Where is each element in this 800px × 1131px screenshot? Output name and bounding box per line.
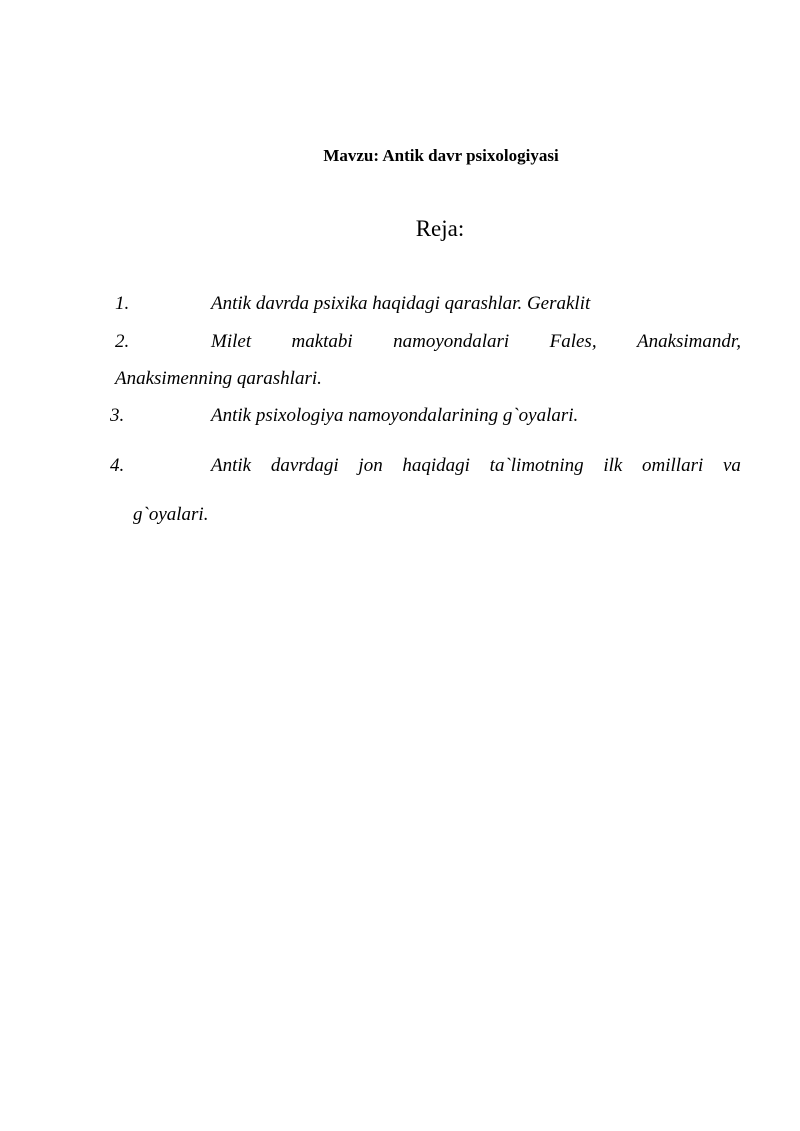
- item-2-word: Anaksimandr,: [636, 331, 741, 352]
- item-1-text: Antik davrda psixika haqidagi qarashlar. Geraklit: [211, 293, 591, 314]
- item-2-line2: Anaksimenning qarashlari.: [115, 368, 322, 389]
- item-4-line2: g`oyalari.: [133, 504, 209, 525]
- item-4-word: va: [722, 455, 741, 476]
- item-2-line1: [211, 331, 741, 353]
- document-title: Mavzu: Antik davr psixologiyasi: [323, 146, 559, 165]
- item-4-word: ilk: [603, 455, 623, 476]
- item-4-word: Antik: [211, 455, 252, 476]
- item-2-word: maktabi: [291, 331, 353, 352]
- item-4-word: haqidagi: [402, 455, 470, 476]
- item-4-word: omillari: [642, 455, 704, 476]
- item-4-word: jon: [358, 455, 383, 476]
- item-3-text: Antik psixologiya namoyondalarining g`oyalari.: [211, 405, 579, 426]
- item-3-number: 3.: [110, 405, 125, 426]
- item-4-line1: [211, 455, 741, 477]
- item-4-number: 4.: [110, 455, 125, 476]
- item-4-word: davrdagi: [270, 455, 339, 476]
- item-4-word: ta`limotning: [489, 455, 584, 476]
- item-1-number: 1.: [115, 293, 130, 314]
- plan-heading: Reja:: [415, 216, 465, 241]
- item-2-word: Fales,: [549, 331, 597, 352]
- item-2-word: namoyondalari: [393, 331, 510, 352]
- item-2-number: 2.: [115, 331, 130, 352]
- item-2-word: Milet: [211, 331, 252, 352]
